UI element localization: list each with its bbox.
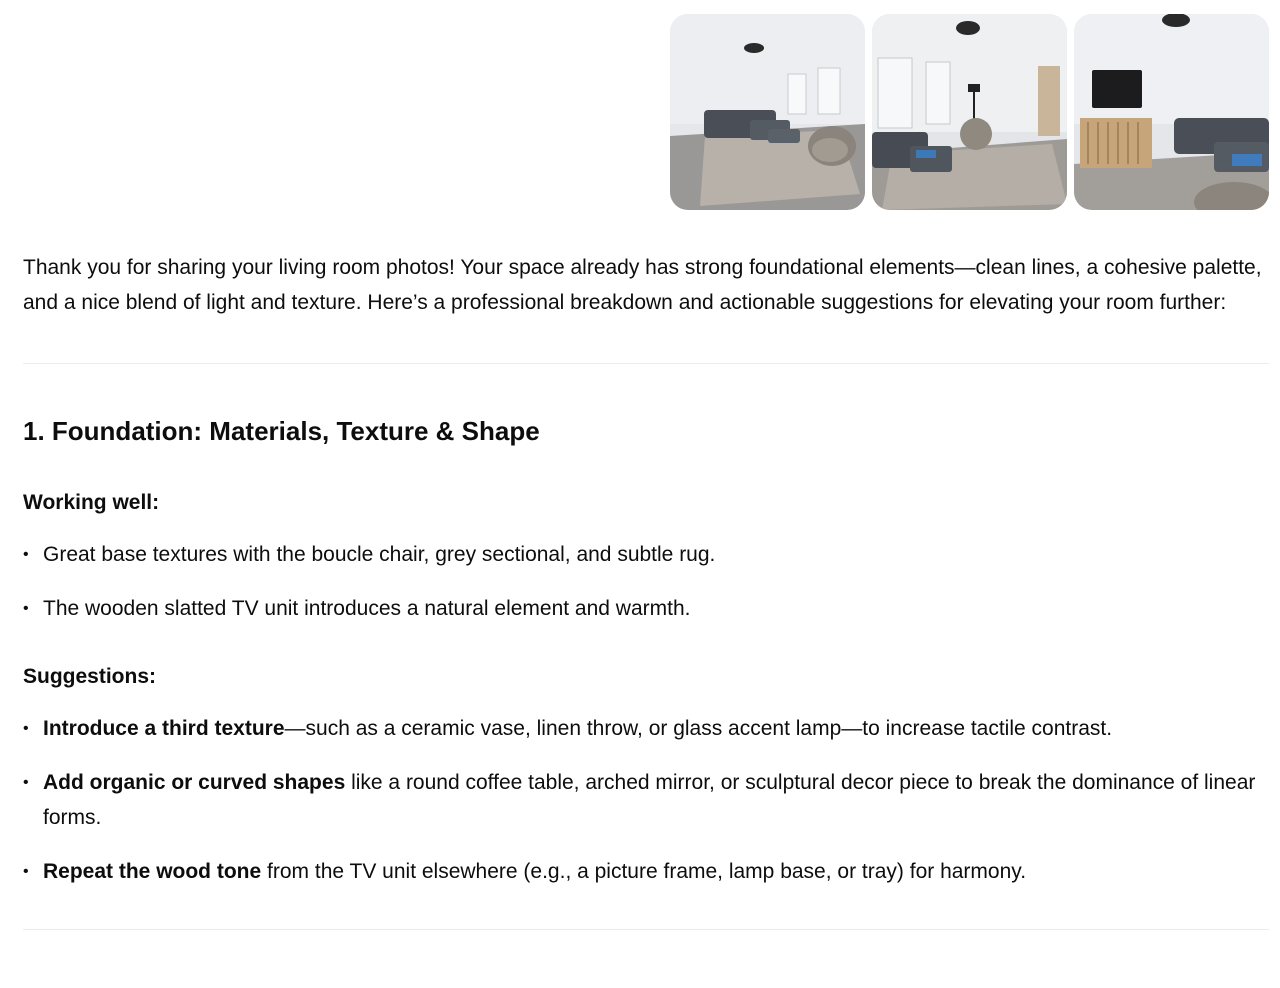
living-room-photo-2 xyxy=(872,14,1067,210)
attachment-image-2[interactable] xyxy=(872,14,1067,210)
suggestions-label: Suggestions: xyxy=(23,665,157,688)
list-item: • The wooden slatted TV unit introduces a natural element and warmth. xyxy=(23,591,1269,626)
suggestion-text: like a round coffee table, arched mirror, or sculptural decor piece to break the dominance of linear forms. xyxy=(43,771,1256,829)
assistant-message xyxy=(23,250,1269,930)
living-room-photo-3 xyxy=(1074,14,1269,210)
list-item xyxy=(23,854,1269,889)
suggestion-emphasis: Introduce a third texture xyxy=(43,717,285,740)
living-room-photo-1 xyxy=(670,14,865,210)
list-item xyxy=(23,765,1269,835)
attachment-image-1[interactable] xyxy=(670,14,865,210)
divider xyxy=(23,929,1269,930)
suggestion-text: —such as a ceramic vase, linen throw, or glass accent lamp—to increase tactile contrast. xyxy=(284,717,1113,740)
suggestions-list xyxy=(23,711,1269,889)
list-item xyxy=(23,711,1269,746)
suggestion-emphasis: Add organic or curved shapes xyxy=(43,771,346,794)
working-well-list xyxy=(23,537,1269,626)
section-heading: 1. Foundation: Materials, Texture & Shape xyxy=(23,416,540,446)
attachment-image-3[interactable] xyxy=(1074,14,1269,210)
list-item: • Great base textures with the boucle chair, grey sectional, and subtle rug. xyxy=(23,537,1269,572)
suggestion-text: from the TV unit elsewhere (e.g., a picture frame, lamp base, or tray) for harmony. xyxy=(261,860,1027,883)
divider xyxy=(23,363,1269,364)
intro-paragraph: Thank you for sharing your living room photos! Your space already has strong foundational elements—clean lines, a cohesive palette, and a nice blend of light and texture. Here’s a professional breakdown and actionable suggestions for elevating your room further: xyxy=(23,256,1262,314)
suggestion-emphasis: Repeat the wood tone xyxy=(43,860,262,883)
working-well-label: Working well: xyxy=(23,491,160,514)
attached-images xyxy=(670,14,1269,210)
